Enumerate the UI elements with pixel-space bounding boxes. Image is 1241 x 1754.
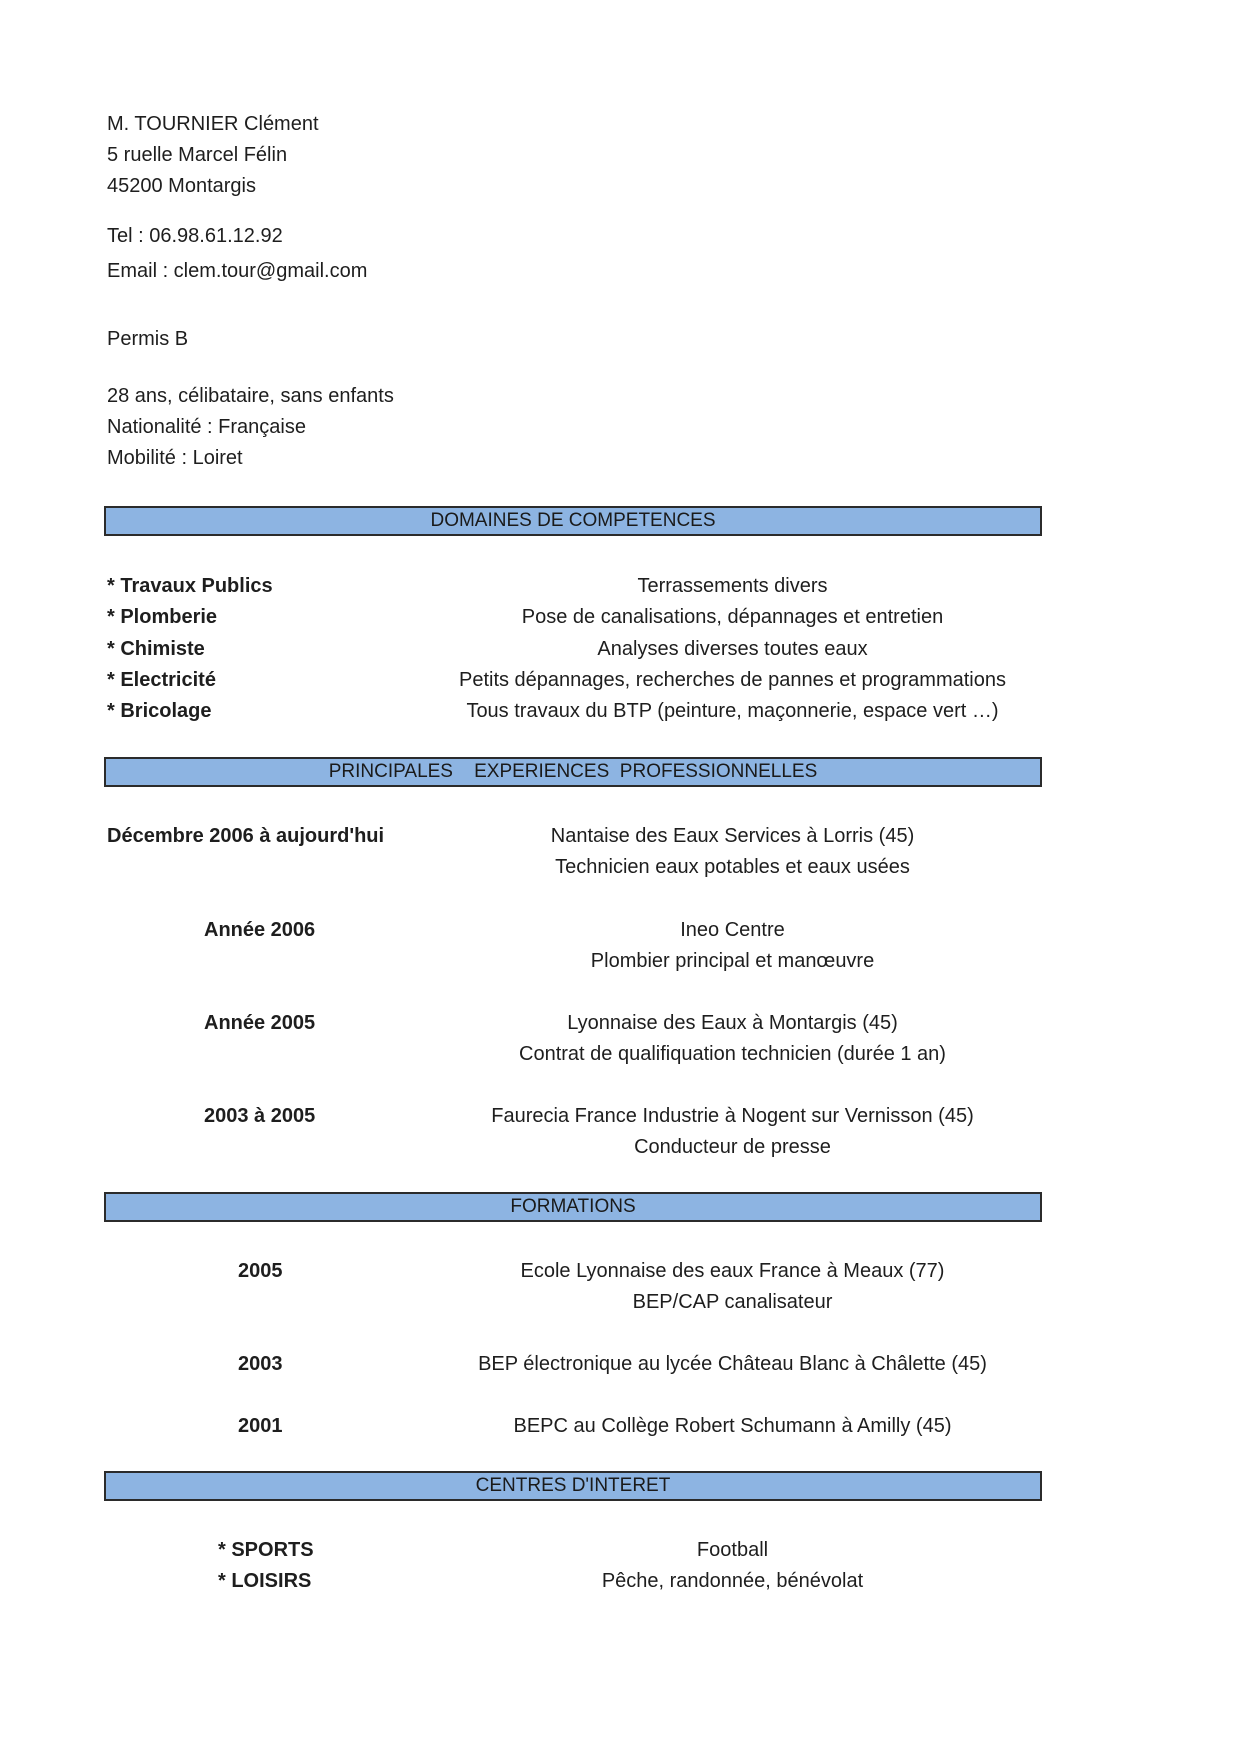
marital-status: 28 ans, célibataire, sans enfants — [107, 385, 394, 407]
competence-label: * Electricité — [107, 669, 216, 691]
interest-description: Pêche, randonnée, bénévolat — [601, 1570, 864, 1592]
address-line-2: 45200 Montargis — [107, 175, 256, 197]
formation-year: 2001 — [238, 1415, 283, 1437]
phone-number: Tel : 06.98.61.12.92 — [107, 225, 283, 247]
nationality: Nationalité : Française — [107, 416, 306, 438]
candidate-name: M. TOURNIER Clément — [107, 113, 319, 135]
section-header-experiences: PRINCIPALES EXPERIENCES PROFESSIONNELLES — [104, 757, 1042, 787]
experience-role: Conducteur de presse — [634, 1136, 831, 1158]
competence-description: Terrassements divers — [637, 575, 828, 597]
competence-label: * Bricolage — [107, 700, 212, 722]
formation-diploma: BEP/CAP canalisateur — [632, 1291, 833, 1313]
experience-company: Nantaise des Eaux Services à Lorris (45) — [550, 825, 915, 847]
experience-role: Contrat de qualifiquation technicien (durée 1 an) — [519, 1043, 946, 1065]
interest-label: * SPORTS — [218, 1539, 314, 1561]
formation-school: BEP électronique au lycée Château Blanc à Châlette (45) — [478, 1353, 987, 1375]
email-address: Email : clem.tour@gmail.com — [107, 260, 368, 282]
formation-year: 2005 — [238, 1260, 283, 1282]
formation-school: BEPC au Collège Robert Schumann à Amilly (45) — [513, 1415, 952, 1437]
experience-role: Technicien eaux potables et eaux usées — [555, 856, 910, 878]
experience-company: Lyonnaise des Eaux à Montargis (45) — [567, 1012, 898, 1034]
experience-role: Plombier principal et manœuvre — [590, 950, 875, 972]
section-header-interets: CENTRES D'INTERET — [104, 1471, 1042, 1501]
address-line-1: 5 ruelle Marcel Félin — [107, 144, 288, 166]
experience-company: Faurecia France Industrie à Nogent sur Vernisson (45) — [491, 1105, 974, 1127]
formation-school: Ecole Lyonnaise des eaux France à Meaux (77) — [520, 1260, 945, 1282]
competence-description: Petits dépannages, recherches de pannes et programmations — [458, 669, 1006, 691]
interest-description: Football — [696, 1539, 769, 1561]
experience-period: Décembre 2006 à aujourd'hui — [107, 825, 385, 847]
formation-year: 2003 — [238, 1353, 283, 1375]
interest-label: * LOISIRS — [218, 1570, 312, 1592]
competence-description: Tous travaux du BTP (peinture, maçonnerie, espace vert …) — [466, 700, 999, 722]
competence-description: Analyses diverses toutes eaux — [597, 638, 868, 660]
experience-period: Année 2005 — [204, 1012, 316, 1034]
competence-label: * Plomberie — [107, 606, 218, 628]
section-header-formations: FORMATIONS — [104, 1192, 1042, 1222]
section-header-competences: DOMAINES DE COMPETENCES — [104, 506, 1042, 536]
experience-period: 2003 à 2005 — [204, 1105, 316, 1127]
competence-description: Pose de canalisations, dépannages et entretien — [521, 606, 944, 628]
experience-company: Ineo Centre — [680, 919, 785, 941]
experience-period: Année 2006 — [204, 919, 316, 941]
competence-label: * Travaux Publics — [107, 575, 273, 597]
driving-licence: Permis B — [107, 328, 189, 350]
mobility: Mobilité : Loiret — [107, 447, 243, 469]
competence-label: * Chimiste — [107, 638, 205, 660]
